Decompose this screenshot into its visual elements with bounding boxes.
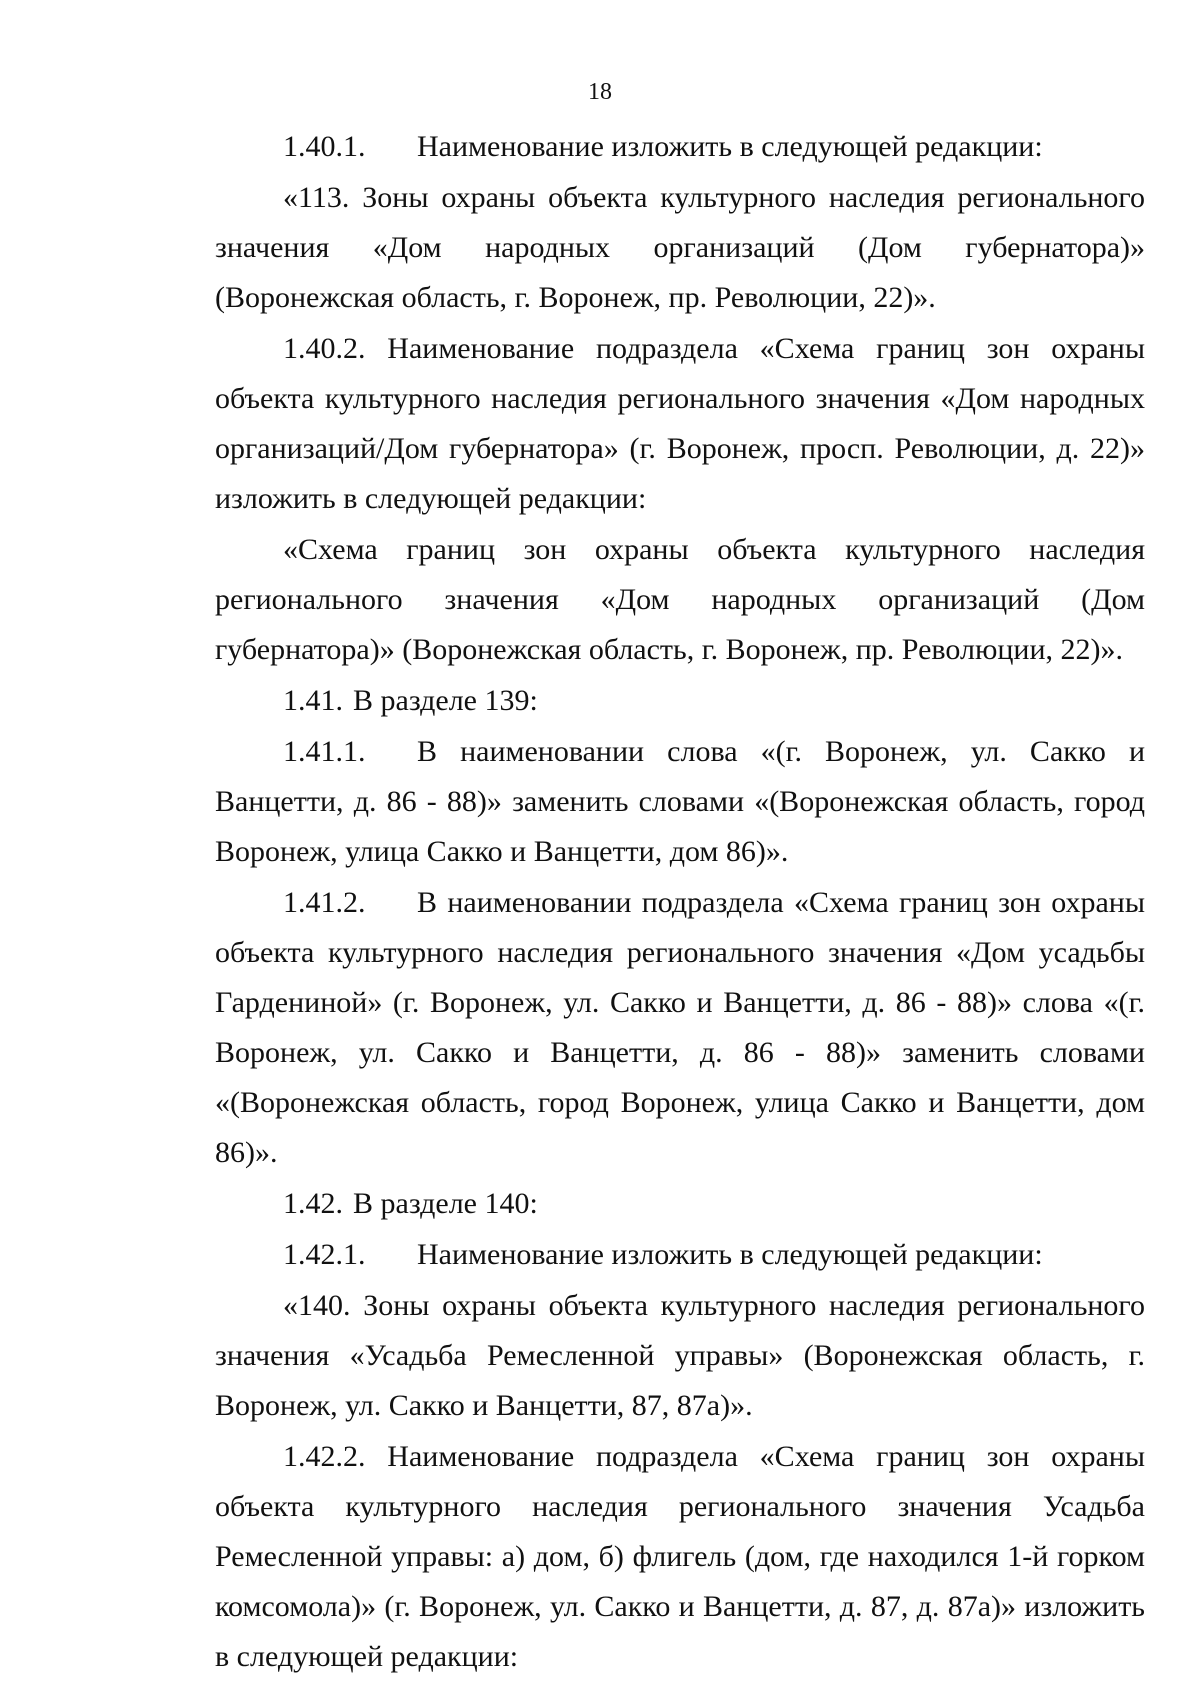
paragraph-text: «140. Зоны охраны объекта культурного наследия регионального значения «Усадьба Ремесленной управы» (Воронежская область, г. Воронеж, ул. Сакко и Ванцетти, 87, 87а)». <box>215 1289 1145 1422</box>
paragraph-text: В наименовании подраздела «Схема границ зон охраны объекта культурного наследия регионального значения «Дом усадьбы Гардениной» (г. Воронеж, ул. Сакко и Ванцетти, д. 86 - 88)» слова «(г. Воронеж, ул. Сакко и Ванцетти, д. 86 - 88)» заменить словами «(Воронежская область, город Воронеж, улица Сакко и Ванцетти, дом 86)». <box>215 886 1145 1169</box>
paragraph-text: 1.42.2. Наименование подраздела «Схема границ зон охраны объекта культурного наследия регионального значения Усадьба Ремесленной управы: а) дом, б) флигель (дом, где находился 1-й горком комсомола)» (г. Воронеж, ул. Сакко и Ванцетти, д. 87, д. 87а)» изложить в следующей редакции: <box>215 1440 1145 1673</box>
clause-number: 1.42. <box>283 1187 343 1220</box>
paragraph-1-42-1 <box>215 1230 1145 1280</box>
paragraph-text: В наименовании слова «(г. Воронеж, ул. Сакко и Ванцетти, д. 86 - 88)» заменить словами «(Воронежская область, город Воронеж, улица Сакко и Ванцетти, дом 86)». <box>215 735 1145 868</box>
paragraph-1-41-1 <box>215 727 1145 877</box>
paragraph-1-40-1 <box>215 122 1145 172</box>
clause-number: 1.41. <box>283 684 343 717</box>
paragraph-text: В разделе 139: <box>353 684 538 717</box>
paragraph-scheme-title <box>215 525 1145 675</box>
clause-number: 1.42.1. <box>283 1238 366 1271</box>
clause-number: 1.41.1. <box>283 735 366 768</box>
paragraph-1-40-2 <box>215 324 1145 524</box>
paragraph-1-42 <box>215 1179 1145 1229</box>
clause-number: 1.41.2. <box>283 886 366 919</box>
clause-number: 1.40.1. <box>283 130 366 163</box>
page-number: 18 <box>588 79 612 105</box>
paragraph-text: «113. Зоны охраны объекта культурного наследия регионального значения «Дом народных организаций (Дом губернатора)» (Воронежская область, г. Воронеж, пр. Революции, 22)». <box>215 181 1145 314</box>
paragraph-text: Наименование изложить в следующей редакции: <box>417 130 1043 163</box>
paragraph-text: «Схема границ зон охраны объекта культурного наследия регионального значения «Дом народных организаций (Дом губернатора)» (Воронежская область, г. Воронеж, пр. Революции, 22)». <box>215 533 1145 666</box>
paragraph-text: В разделе 140: <box>353 1187 538 1220</box>
paragraph-1-41 <box>215 676 1145 726</box>
paragraph-1-41-2 <box>215 878 1145 1178</box>
document-body <box>215 122 1145 1683</box>
paragraph-113-title <box>215 173 1145 323</box>
paragraph-1-42-2 <box>215 1432 1145 1682</box>
paragraph-text: Наименование изложить в следующей редакции: <box>417 1238 1043 1271</box>
paragraph-140-title <box>215 1281 1145 1431</box>
paragraph-text: 1.40.2. Наименование подраздела «Схема границ зон охраны объекта культурного наследия регионального значения «Дом народных организаций/Дом губернатора» (г. Воронеж, просп. Революции, д. 22)» изложить в следующей редакции: <box>215 332 1145 515</box>
